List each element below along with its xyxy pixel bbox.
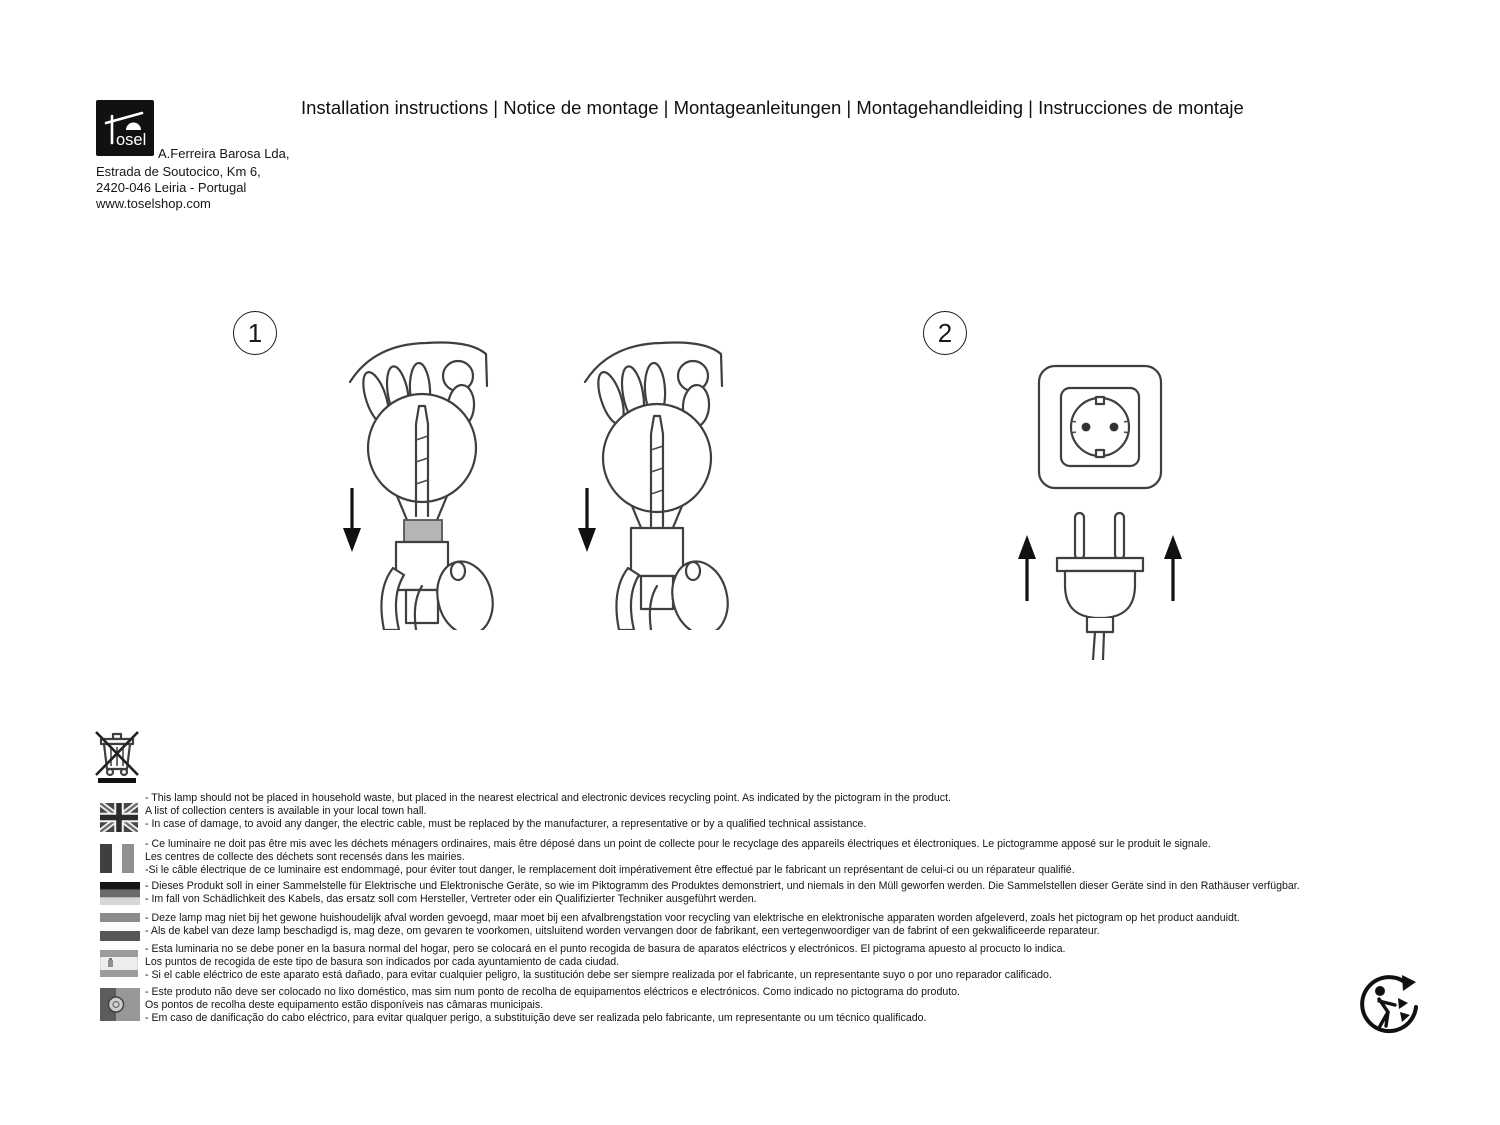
- notice-line: - In case of damage, to avoid any danger, the electric cable, must be replaced by the manufacturer, a representative or by a qualified technical assistance.: [145, 818, 867, 831]
- step-1-badge: [233, 311, 277, 355]
- notice-line: - Im fall von Schädlichkeit des Kabels, das ersatz soll com Hersteller, Vertreter oder ein Qualifizierter Techniker ausgeführt werden.: [145, 893, 757, 906]
- website-url: www.toselshop.com: [96, 196, 211, 211]
- notice-en: [0, 792, 1500, 832]
- notice-line: A list of collection centers is available in your local town hall.: [145, 805, 427, 818]
- screw-base: [404, 520, 442, 542]
- bulb-screwing-step-b-illustration: [565, 340, 735, 635]
- notice-line: - Deze lamp mag niet bij het gewone huishoudelijk afval worden gevoegd, maar moet bij een afvalbrengstation voor recycling van elektrische en elektronische apparaten worden afgeleverd, zoals het pictogram op het product aanduidt.: [145, 912, 1240, 924]
- portugal-flag-icon: [100, 988, 140, 1021]
- up-arrow-icon: [1164, 535, 1182, 601]
- notice-line: Les centres de collecte des déchets sont recensés dans les mairies.: [145, 851, 465, 864]
- notice-line: - Si el cable eléctrico de este aparato está dañado, para evitar cualquier peligro, la sustitución debe ser siempre realizada por el fabricante, un representante suyo o por uno reparador calificado.: [145, 969, 1052, 982]
- light-bulb: [603, 404, 711, 530]
- bulb-hands-icon: [565, 340, 735, 630]
- notice-es: [0, 943, 1500, 983]
- notice-line: - Als de kabel van deze lamp beschadigd is, mag deze, om gevaren te voorkomen, uitsluitend worden vervangen door de fabrikant, een vertegenwoordiger van de fabrint of een gekwalificeerde reparateur.: [145, 925, 1100, 938]
- france-flag-icon: [100, 844, 134, 873]
- spain-flag-icon: [100, 950, 138, 977]
- weee-symbol: [94, 727, 140, 788]
- notice-line: Los puntos de recogida de este tipo de basura son indicados por cada ayuntamiento de cada ciudad.: [145, 956, 620, 969]
- company-name: A.Ferreira Barosa Lda,: [158, 146, 290, 161]
- notice-line: - This lamp should not be placed in household waste, but placed in the nearest electrical and electronic devices recycling point. As indicated by the pictogram in the product.: [145, 792, 951, 804]
- power-plug-illustration: [1005, 505, 1195, 665]
- notice-line: -Si le câble électrique de ce luminaire est endommagé, pour éviter tout danger, le remplacement doit impérativement être effectué par le fabricant un représentant de celui-ci ou un réparateur qualifié.: [145, 864, 1075, 877]
- germany-flag-icon: [100, 882, 140, 905]
- bulb-hands-icon: [330, 340, 500, 630]
- notice-line: - Este produto não deve ser colocado no lixo doméstico, mas sim num ponto de recolha de equipamentos eléctricos e electrónicos. Como indicado no pictograma do produto.: [145, 986, 960, 998]
- down-arrow-icon: [578, 488, 596, 552]
- logo-text: osel: [116, 131, 147, 149]
- step-2-badge: [923, 311, 967, 355]
- netherlands-flag-icon: [100, 913, 140, 941]
- notice-line: - Esta luminaria no se debe poner en la basura normal del hogar, pero se colocará en el punto recogida de basura de aparatos eléctricos y electrónicos. El pictograma apuesto al procucto lo indica.: [145, 943, 1066, 955]
- address-line: 2420-046 Leiria - Portugal: [96, 180, 247, 195]
- notice-fr: [0, 838, 1500, 878]
- light-bulb: [368, 394, 476, 520]
- wall-socket-illustration: [1035, 362, 1165, 497]
- triman-recycling-icon: [1358, 974, 1420, 1036]
- page-title: Installation instructions | Notice de montage | Montageanleitungen | Montagehandleiding | Instrucciones de montaje: [301, 97, 1244, 118]
- bulb-screwing-step-a-illustration: [330, 340, 500, 635]
- tosel-logo: [96, 100, 154, 156]
- power-plug-icon: [1005, 505, 1195, 660]
- notice-line: - Em caso de danificação do cabo eléctrico, para evitar qualquer perigo, a substituição deve ser realizada pelo fabricante, um representante ou um técnico qualificado.: [145, 1012, 927, 1025]
- notice-line: - Dieses Produkt soll in einer Sammelstelle für Elektrische und Elektronische Geräte, so wie im Piktogramm des Produktes demonstriert, und niemals in den Müll geworfen werden. Die Sammelstellen dieser Geräte sind in den Rathäuser verfügbar.: [145, 880, 1300, 892]
- up-arrow-icon: [1018, 535, 1036, 601]
- notice-de: [0, 880, 1500, 906]
- triman-symbol: [1358, 974, 1420, 1041]
- down-arrow-icon: [343, 488, 361, 552]
- crossed-out-wheelie-bin-icon: [94, 727, 140, 783]
- address-line: Estrada de Soutocico, Km 6,: [96, 164, 261, 179]
- plug-body: [1057, 513, 1143, 660]
- step-2-number: 2: [937, 317, 953, 348]
- notice-line: - Ce luminaire ne doit pas être mis avec les déchets ménagers ordinaires, mais être déposé dans un point de collecte pour le recyclage des appareils électriques et électroniques. Le pictogramme apposé sur le produit le signale.: [145, 838, 1211, 850]
- uk-flag-icon: [100, 803, 138, 832]
- notice-pt: [0, 986, 1500, 1026]
- tosel-logo-icon: [96, 100, 154, 156]
- notice-nl: [0, 912, 1500, 938]
- wall-socket-icon: [1035, 362, 1165, 492]
- notice-line: Os pontos de recolha deste equipamento estão disponíveis nas câmaras municipais.: [145, 999, 544, 1012]
- step-1-number: 1: [247, 317, 263, 348]
